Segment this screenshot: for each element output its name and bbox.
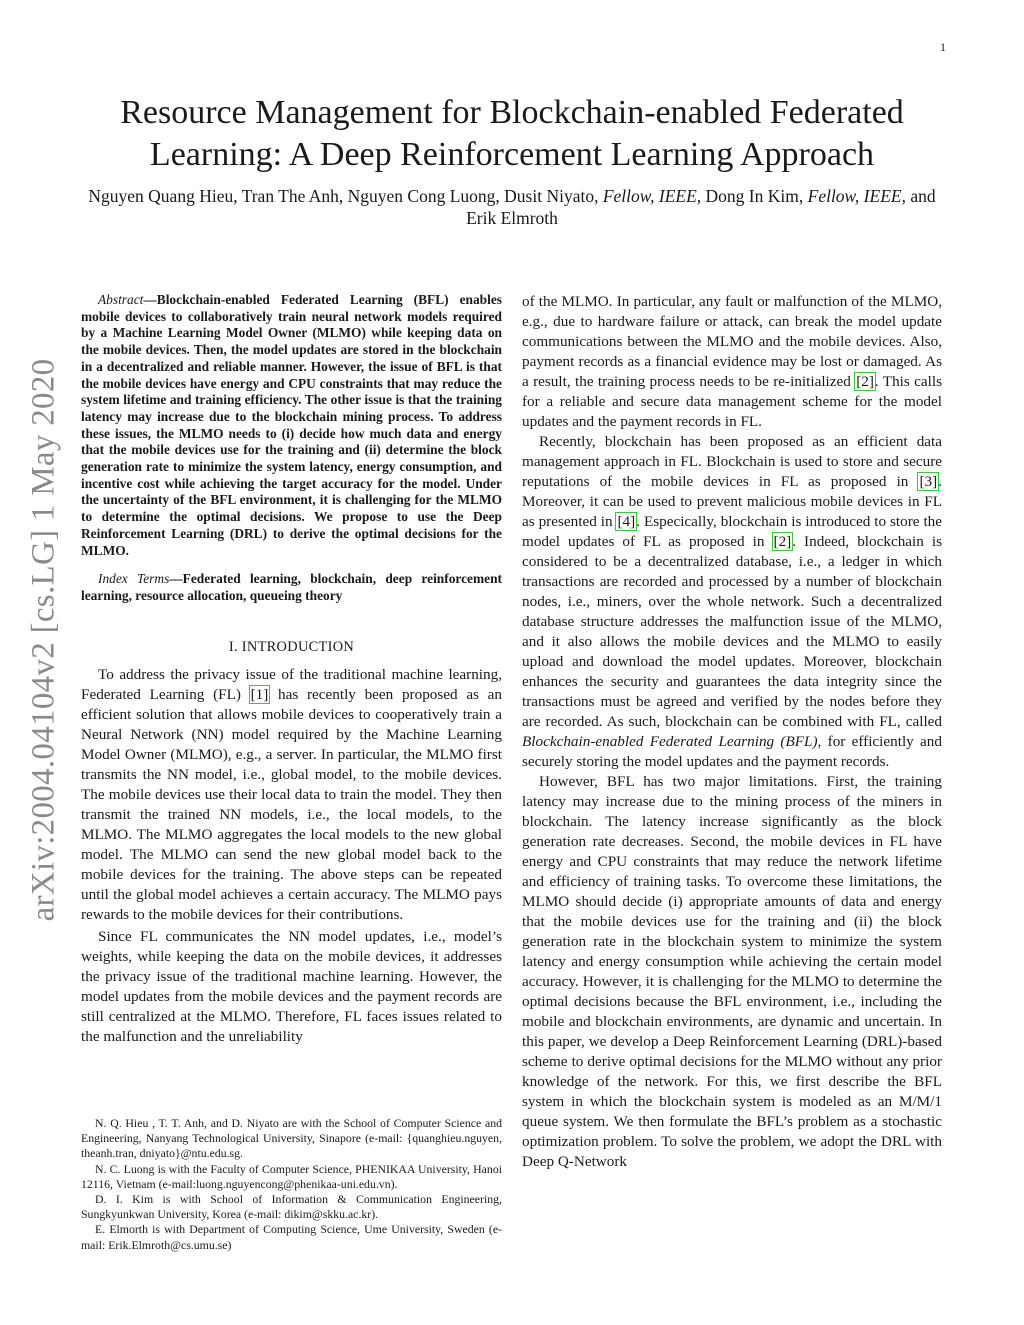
abstract (81, 292, 502, 559)
paper-title (80, 92, 944, 176)
intro-p1-text-b: has recently been proposed as an efficient solution that allows mobile devices to cooperatively train a Neural Network (NN) model required by the Machine Learning Model Owner (MLMO), e.g., a server. In particular, the MLMO first transmits the NN model, i.e., global model, to the mobile devices. The mobile devices use their local data to train the model. They then transmit the trained NN models, i.e., the local models, to the MLMO. The MLMO aggregates the local models to the new global model. The MLMO can send the new global model back to the mobile devices for the training. The above steps can be repeated until the global model achieves a certain accuracy. The MLMO pays rewards to the mobile devices for their contributions. (81, 685, 502, 923)
index-terms-text: —Federated learning, blockchain, deep reinforcement learning, resource allocation, queueing theory (81, 571, 502, 603)
author-list (84, 185, 940, 229)
author-affiliation-footnotes (81, 1116, 502, 1253)
author-fellow-title-1: Fellow, IEEE (602, 186, 697, 206)
abstract-label: Abstract (98, 292, 144, 307)
citation-link-2[interactable]: [2] (856, 373, 874, 390)
authors-part-2: , Dong In Kim, (696, 186, 808, 206)
footnote-skku: D. I. Kim is with School of Information & Communication Engineering, Sungkyunkwan University, Korea (e-mail: dikim@skku.ac.kr). (81, 1192, 502, 1222)
index-terms-label: Index Terms (98, 571, 170, 587)
bfl-term-emphasis: Blockchain-enabled Federated Learning (BFL) (522, 733, 818, 750)
citation-link-4[interactable]: [4] (617, 513, 636, 530)
right-p1-text-e: , for efficiently and securely storing the model updates and the payment records. (522, 733, 942, 770)
right-p0-text-b: . This calls for a reliable and secure data management scheme for the model updates and the payment records in FL. (522, 373, 943, 430)
right-p1-text-c: . Especically, blockchain is introduced to store the model updates of FL as proposed in (522, 513, 943, 550)
paper-title-line-2: Learning: A Deep Reinforcement Learning Approach (149, 136, 875, 173)
page-number: 1 (940, 40, 946, 54)
arxiv-identifier-text: arXiv:2004.04104v2 [cs.LG] 1 May 2020 (25, 358, 62, 922)
footnote-umea: E. Elmorth is with Department of Computing Science, Ume University, Sweden (e-mail: Erik.Elmroth@cs.umu.se) (81, 1222, 502, 1252)
section-title-rest: NTRODUCTION (246, 638, 355, 655)
footnote-ntu: N. Q. Hieu , T. T. Anh, and D. Niyato are with the School of Computer Science and Engineering, Nanyang Technological University, Sinapore (e-mail: {quanghieu.nguyen, theanh.tran, dniyato}@ntu.edu.sg. (81, 1116, 502, 1161)
left-column (81, 292, 502, 1047)
intro-paragraph-2: Since FL communicates the NN model updates, i.e., model’s weights, while keeping the data on the mobile devices, it addresses the privacy issue of the traditional machine learning. However, the model updates from the mobile devices and the payment records are still centralized at the MLMO. Therefore, FL faces issues related to the malfunction and the unreliability (81, 927, 502, 1045)
right-p0-text-a: of the MLMO. In particular, any fault or malfunction of the MLMO, e.g., due to hardware failure or attack, can break the model update communications between the MLMO and the mobile devices. Also, payment records as a financial evidence may be lost or damaged. As a result, the training process needs to be re-initialized (522, 293, 942, 390)
right-paragraph-limitations: However, BFL has two major limitations. First, the training latency may increase due to the mining process of the miners in blockchain. The latency increase significantly as the block generation rate decreases. Second, the mobile devices in FL have energy and CPU constraints that may reduce the network lifetime and efficiency of training tasks. To overcome these limitations, the MLMO should decide (i) appropriate amounts of data and energy that the mobile devices use for the training and (ii) the block generation rate in the blockchain system to minimize the system latency and energy consumption while achieving the certain model accuracy. However, it is challenging for the MLMO to determine the optimal decisions because the BFL environment, i.e., including the mobile and blockchain environments, are dynamic and uncertain. In this paper, we develop a Deep Reinforcement Learning (DRL)-based scheme to derive optimal decisions for the MLMO without any prior knowledge of the network. For this, we first describe the BFL system in which the blockchain system is modeled as an M/M/1 queue system. We then formulate the BFL’s problem as a stochastic optimization problem. To solve the problem, we adopt the DRL with Deep Q-Network (522, 773, 942, 1170)
citation-link-2b[interactable]: [2] (773, 533, 792, 550)
right-paragraph-continuation (522, 292, 942, 432)
right-p1-text-b: . Moreover, it can be used to prevent malicious mobile devices in FL as presented in (522, 473, 942, 530)
right-p1-text-a: Recently, blockchain has been proposed as an efficient data management approach in FL. Blockchain is used to store and secure reputations of the mobile devices in FL as proposed in (522, 433, 942, 490)
section-number: I. (228, 638, 242, 655)
citation-link-1[interactable]: [1] (250, 685, 269, 703)
citation-link-3[interactable]: [3] (919, 473, 938, 490)
right-p1-text-d: . Indeed, blockchain is considered to be a decentralized database, i.e., a ledger in which transactions are recorded and processed by a number of blockchain nodes, i.e., miners, over the whole network. Such a decentralized database structure addresses the malfunction issue of the MLMO, and it also allows the mobile devices and the MLMO to easily upload and download the model updates. Moreover, blockchain enhances the security and guarantees the data integrity since the transactions must be agreed and verified by the nodes before they are recorded. As such, blockchain can be combined with FL, called (522, 533, 942, 730)
authors-part-3: , and Erik Elmroth (466, 186, 936, 228)
footnote-phenikaa: N. C. Luong is with the Faculty of Computer Science, PHENIKAA University, Hanoi 12116, Vietnam (e-mail:luong.nguyencong@phenikaa-uni.edu.vn). (81, 1161, 502, 1191)
author-fellow-title-2: Fellow, IEEE (807, 186, 902, 206)
section-initial: I (241, 638, 247, 655)
section-heading-introduction (81, 637, 502, 657)
abstract-text: —Blockchain-enabled Federated Learning (BFL) enables mobile devices to collaboratively train neural network models required by a Machine Learning Model Owner (MLMO) while keeping data on the mobile devices. Then, the model updates are stored in the blockchain in a decentralized and reliable manner. However, the issue of BFL is that the mobile devices have energy and CPU constraints that may reduce the system lifetime and training efficiency. The other issue is that the training latency may increase due to the blockchain mining process. To address these issues, the MLMO needs to (i) decide how much data and energy that the mobile devices use for the training and (ii) determine the block generation rate to minimize the system latency, energy consumption, and incentive cost while achieving the target accuracy for the model. Under the uncertainty of the BFL environment, it is challenging for the MLMO to determine the optimal decisions. We propose to use the Deep Reinforcement Learning (DRL) to derive the optimal decisions for the MLMO. (81, 292, 502, 558)
index-terms (81, 571, 502, 604)
authors-part-1: Nguyen Quang Hieu, Tran The Anh, Nguyen Cong Luong, Dusit Niyato, (88, 186, 603, 206)
right-column (522, 292, 942, 1172)
arxiv-identifier-stamp (24, 350, 64, 930)
intro-paragraph-1 (81, 665, 502, 925)
right-paragraph-blockchain (522, 432, 942, 772)
paper-title-line-1: Resource Management for Blockchain-enabled Federated (120, 94, 904, 131)
intro-p1-text-a: To address the privacy issue of the traditional machine learning, Federated Learning (FL) (81, 665, 502, 703)
